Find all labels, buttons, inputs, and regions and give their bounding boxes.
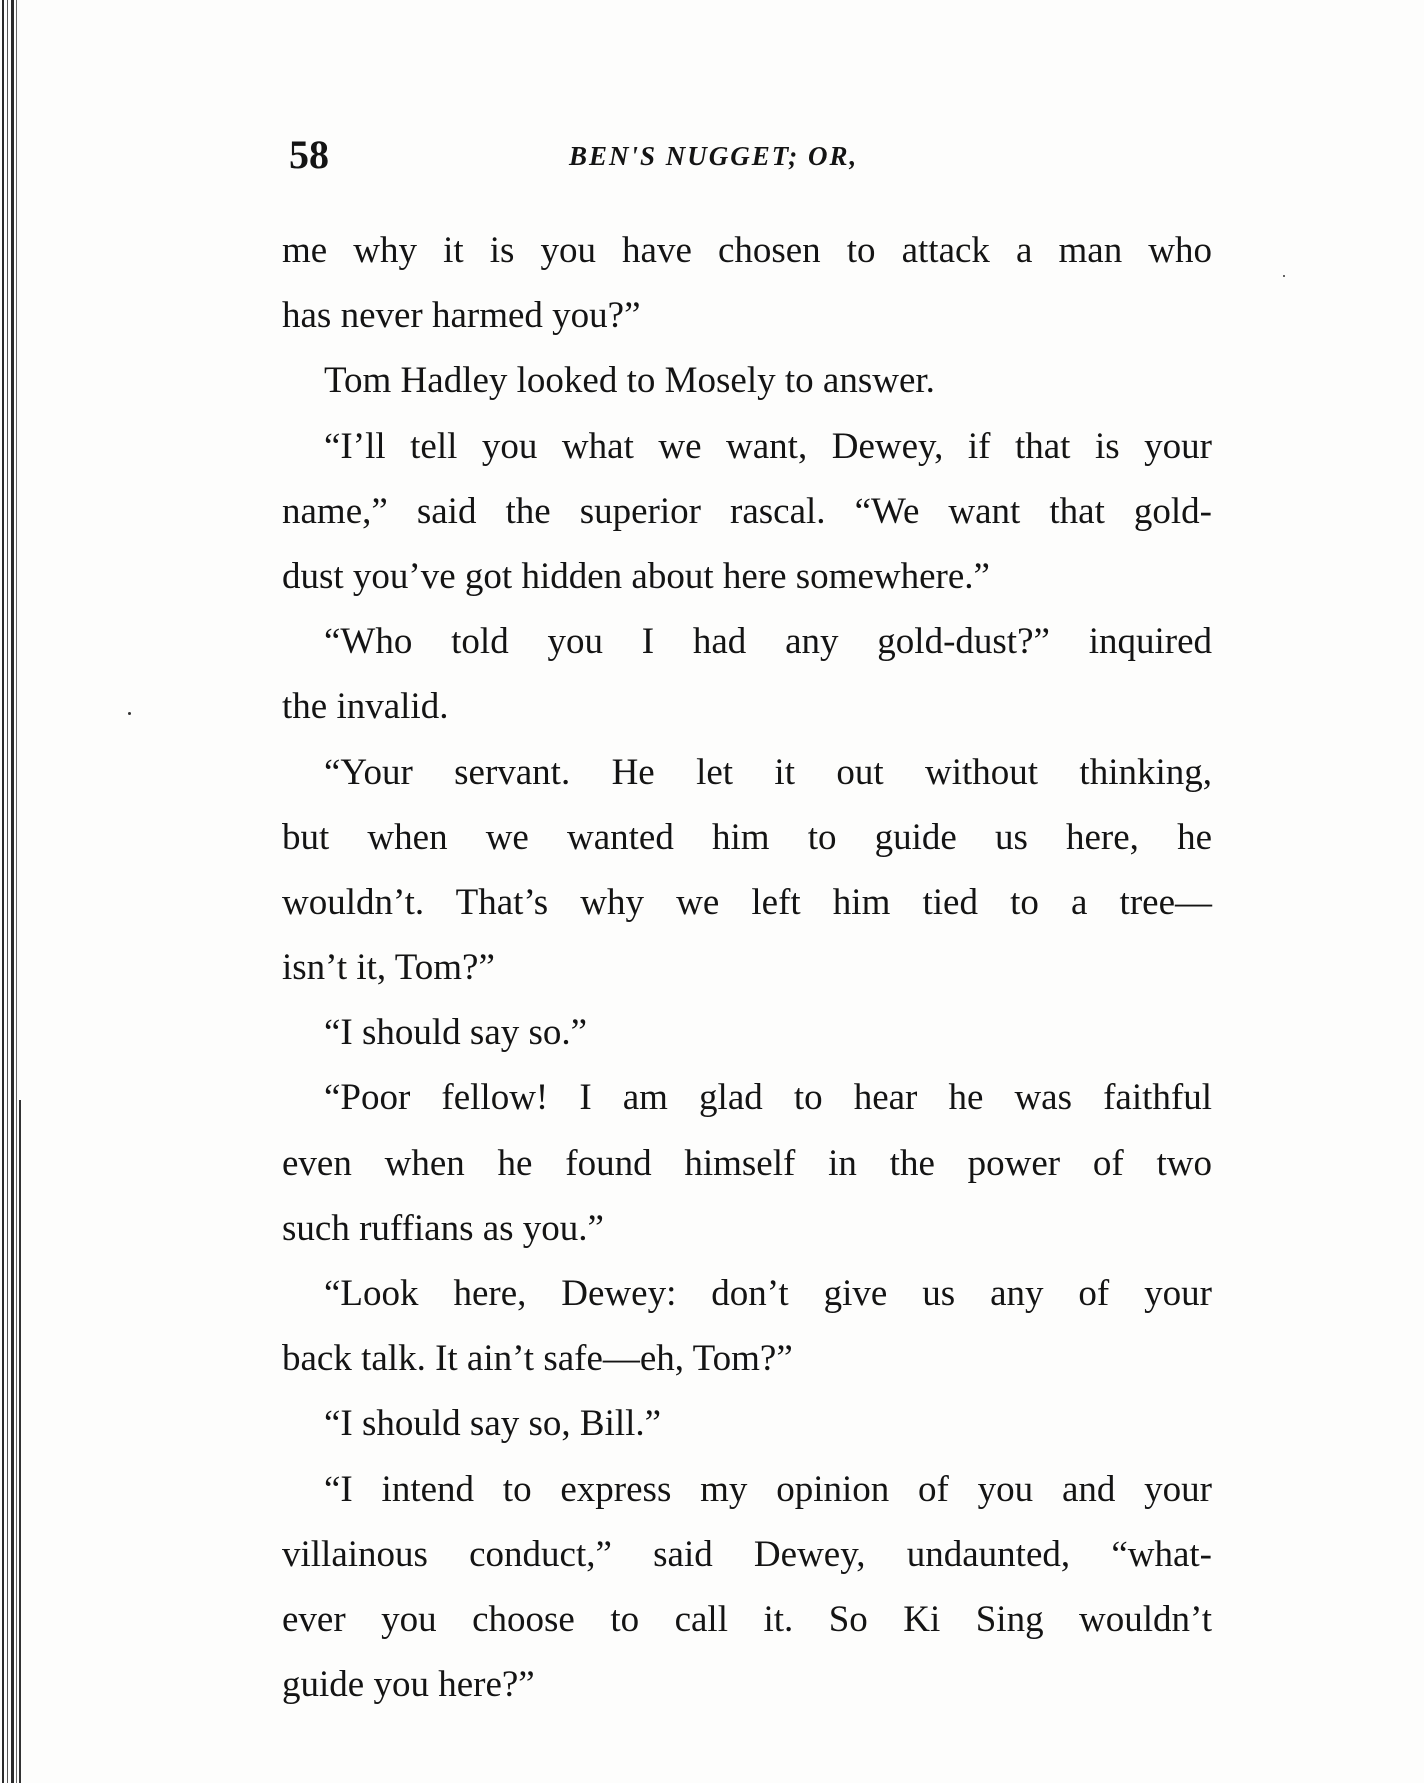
- text-line: villainous conduct,” said Dewey, undaunted, “what-: [282, 1533, 1212, 1575]
- text-line: guide you here?”: [282, 1664, 535, 1706]
- running-head: [289, 130, 1229, 180]
- ink-speck: [128, 712, 131, 715]
- binding-edge-line: [11, 0, 14, 1783]
- text-line: even when he found himself in the power of two: [282, 1142, 1212, 1184]
- text-line: dust you’ve got hidden about here somewhere.”: [282, 555, 990, 597]
- text-line: the invalid.: [282, 686, 449, 728]
- text-line: has never harmed you?”: [282, 295, 641, 337]
- text-line: such ruffians as you.”: [282, 1207, 604, 1249]
- text-line: “Your servant. He let it out without thinking,: [324, 751, 1212, 793]
- binding-edge-line: [19, 1100, 21, 1783]
- running-title: BEN'S NUGGET; OR,: [569, 141, 859, 171]
- page-number: 58: [289, 132, 329, 177]
- text-line: but when we wanted him to guide us here, he: [282, 816, 1212, 858]
- text-line: wouldn’t. That’s why we left him tied to a tree—: [282, 881, 1212, 923]
- text-line: “I’ll tell you what we want, Dewey, if that is your: [324, 425, 1212, 467]
- text-line: name,” said the superior rascal. “We want that gold-: [282, 490, 1212, 532]
- binding-edge-line: [16, 0, 17, 1783]
- text-line: “Look here, Dewey: don’t give us any of your: [324, 1273, 1212, 1314]
- text-line: “I should say so, Bill.”: [324, 1403, 662, 1445]
- text-line: back talk. It ain’t safe—eh, Tom?”: [282, 1338, 793, 1380]
- binding-edge-line: [2, 0, 4, 1783]
- text-line: “I should say so.”: [324, 1012, 588, 1054]
- text-line: “Poor fellow! I am glad to hear he was faithful: [324, 1077, 1212, 1119]
- ink-speck: [1283, 275, 1285, 277]
- body-text: [282, 218, 1212, 1717]
- text-line: Tom Hadley looked to Mosely to answer.: [324, 360, 935, 402]
- text-line: “I intend to express my opinion of you and your: [324, 1468, 1212, 1510]
- text-line: ever you choose to call it. So Ki Sing wouldn’t: [282, 1598, 1212, 1640]
- text-line: isn’t it, Tom?”: [282, 947, 495, 989]
- text-line: “Who told you I had any gold-dust?” inquired: [324, 621, 1212, 663]
- text-line: me why it is you have chosen to attack a man who: [282, 230, 1212, 271]
- binding-edge-line: [7, 0, 8, 1783]
